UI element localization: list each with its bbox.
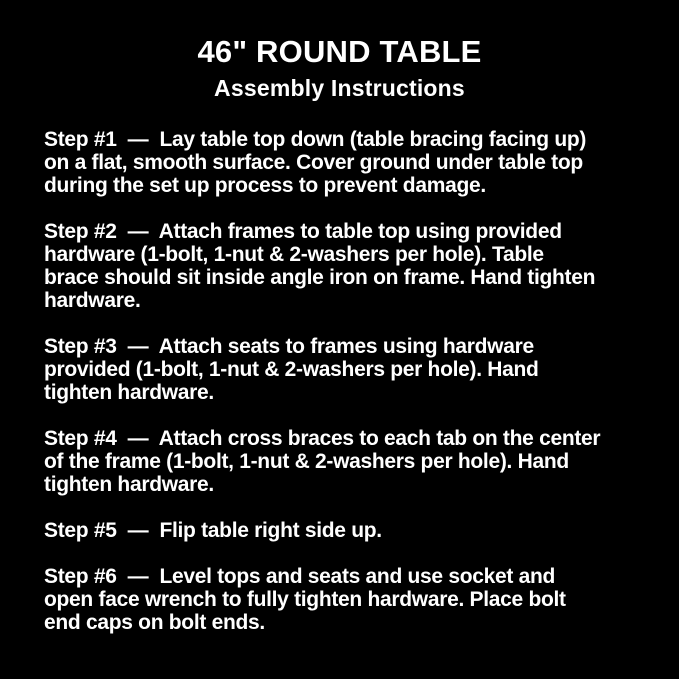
step-item (44, 220, 659, 312)
step-line: tighten hardware. (44, 381, 214, 404)
step-line: Step #2 — Attach frames to table top using provided (44, 220, 562, 243)
step-line: Step #5 — Flip table right side up. (44, 519, 382, 542)
step-line: on a flat, smooth surface. Cover ground under table top (44, 151, 583, 174)
page-title: 46" ROUND TABLE (197, 34, 482, 69)
page-subtitle: Assembly Instructions (214, 75, 465, 101)
step-line: brace should sit inside angle iron on frame. Hand tighten (44, 266, 596, 289)
step-line: end caps on bolt ends. (44, 611, 265, 634)
step-line: during the set up process to prevent damage. (44, 174, 486, 197)
header (0, 36, 679, 100)
step-line: Step #4 — Attach cross braces to each tab on the center (44, 427, 601, 450)
step-item (44, 128, 659, 197)
step-line: of the frame (1-bolt, 1-nut & 2-washers per hole). Hand (44, 450, 569, 473)
step-item (44, 519, 659, 542)
step-line: provided (1-bolt, 1-nut & 2-washers per hole). Hand (44, 358, 539, 381)
step-line: tighten hardware. (44, 473, 214, 496)
step-line: Step #6 — Level tops and seats and use socket and (44, 565, 556, 588)
step-item (44, 565, 659, 634)
step-item (44, 335, 659, 404)
step-line: hardware. (44, 289, 141, 312)
step-line: Step #3 — Attach seats to frames using hardware (44, 335, 534, 358)
steps-list (0, 128, 679, 634)
step-line: hardware (1-bolt, 1-nut & 2-washers per hole). Table (44, 243, 544, 266)
step-item (44, 427, 659, 496)
step-line: open face wrench to fully tighten hardware. Place bolt (44, 588, 566, 611)
step-line: Step #1 — Lay table top down (table bracing facing up) (44, 128, 587, 151)
